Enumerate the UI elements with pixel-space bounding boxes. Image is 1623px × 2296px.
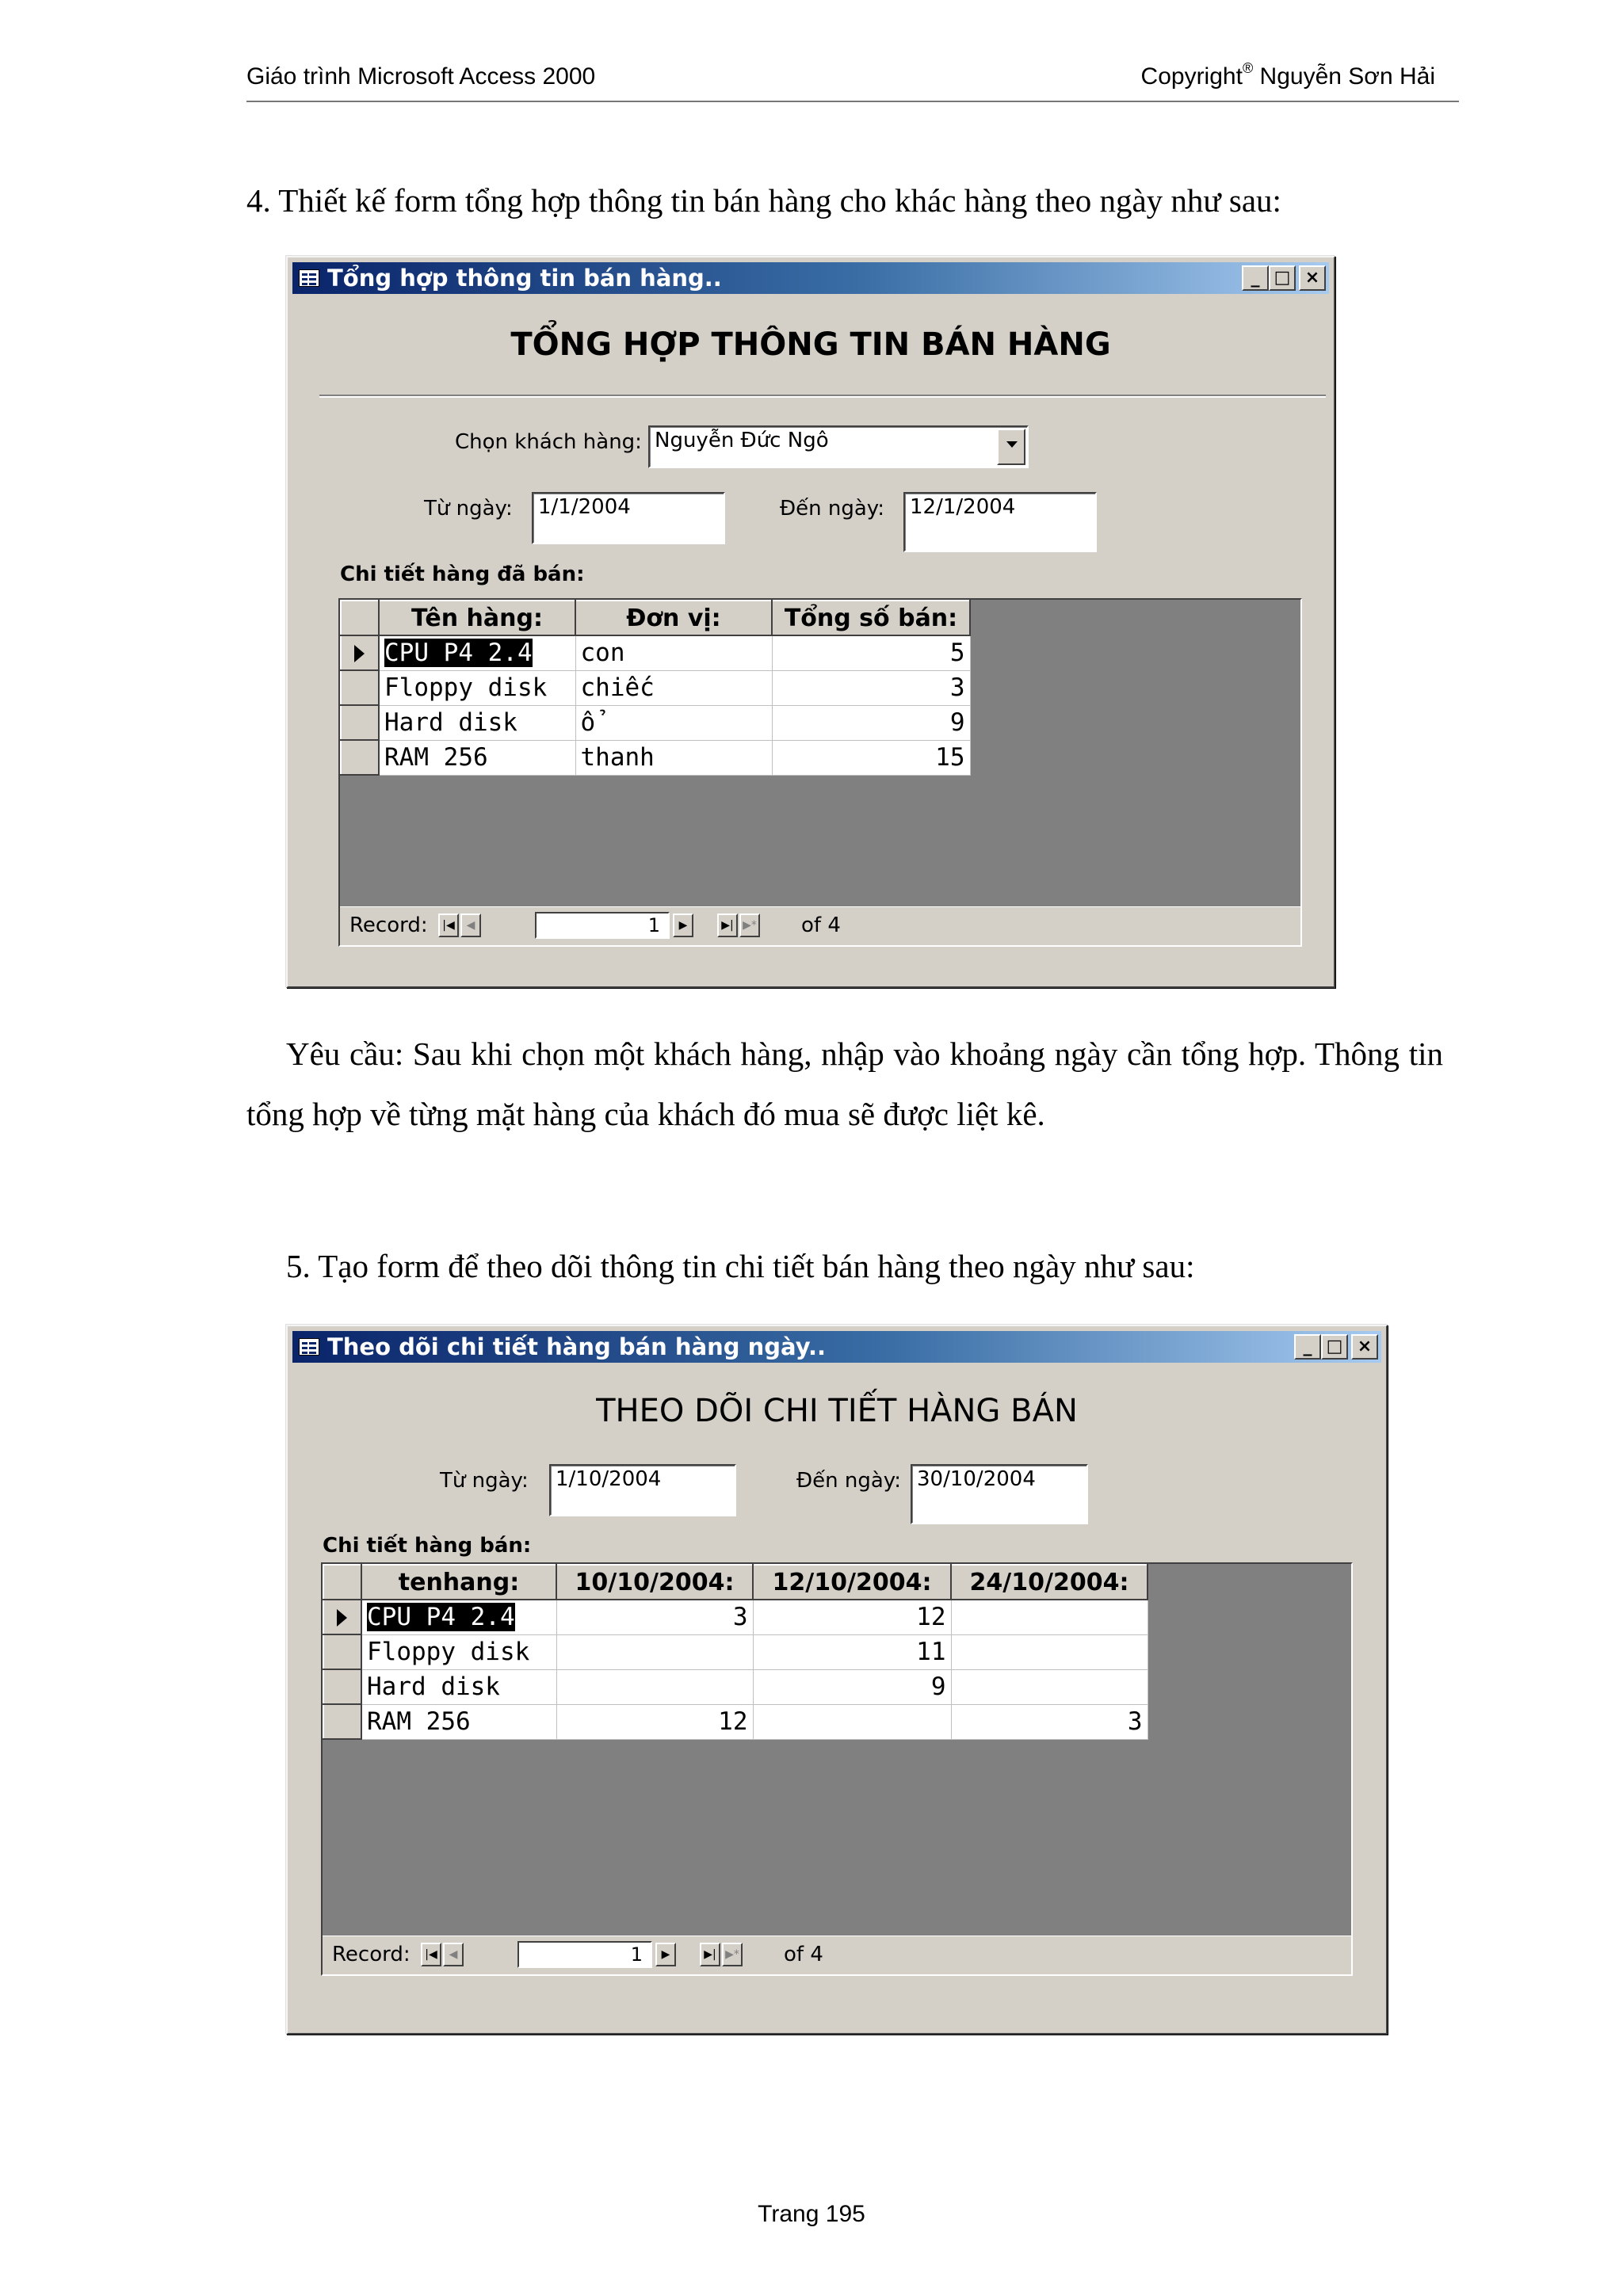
cell-qty[interactable]: 11 (753, 1634, 951, 1669)
registered-mark: ® (1242, 60, 1254, 76)
to-date-input[interactable]: 12/1/2004 (903, 492, 1097, 552)
exercise-4-heading: 4. Thiết kế form tổng hợp thông tin bán hàng cho khác hàng theo ngày như sau: (246, 182, 1281, 219)
close-button[interactable]: × (1351, 1334, 1378, 1360)
record-count: of 4 (784, 1943, 823, 1966)
customer-value: Nguyễn Đức Ngô (655, 429, 829, 452)
author-name: Nguyễn Sơn Hải (1253, 63, 1435, 90)
cell-qty[interactable]: 3 (951, 1704, 1148, 1739)
from-date-input[interactable]: 1/1/2004 (532, 492, 725, 544)
previous-record-button[interactable]: ◀ (443, 1943, 464, 1966)
cell-total[interactable]: 9 (772, 705, 970, 740)
record-selector[interactable] (323, 1704, 361, 1739)
form1-titlebar[interactable] (292, 262, 1329, 294)
form-icon (299, 1338, 319, 1356)
column-header-date-3[interactable]: 24/10/2004: (951, 1565, 1148, 1600)
new-record-button[interactable]: ▶* (722, 1943, 743, 1966)
cell-item-name[interactable]: RAM 256 (361, 1704, 556, 1739)
form-icon (299, 269, 319, 287)
subform2-label: Chi tiết hàng bán: (323, 1534, 532, 1558)
cell-qty[interactable]: 3 (556, 1600, 753, 1634)
last-record-button[interactable]: ▶| (700, 1943, 720, 1966)
current-record-arrow-icon (337, 1609, 347, 1627)
table-row[interactable] (323, 1634, 1148, 1669)
record-selector[interactable] (323, 1600, 361, 1634)
cell-qty[interactable] (951, 1634, 1148, 1669)
cell-unit[interactable]: con (575, 635, 772, 670)
form1-divider (319, 395, 1326, 398)
next-record-button[interactable]: ▶ (673, 913, 693, 937)
column-header-unit[interactable]: Đơn vị: (575, 601, 772, 635)
cell-unit[interactable]: ổ (575, 705, 772, 740)
requirement-paragraph: Yêu cầu: Sau khi chọn một khách hàng, nhập vào khoảng ngày cần tổng hợp. Thông tin tổng hợp về từng mặt hàng của khách đó mua sẽ được liệt kê. (246, 1035, 1443, 1132)
record-label: Record: (332, 1943, 411, 1966)
record-number-input[interactable]: 1 (517, 1941, 652, 1968)
copyright-text: Copyright (1140, 63, 1243, 90)
cell-qty[interactable]: 12 (753, 1600, 951, 1634)
table-row[interactable] (341, 635, 970, 670)
cell-qty[interactable]: 12 (556, 1704, 753, 1739)
record-selector[interactable] (341, 635, 379, 670)
cell-total[interactable]: 3 (772, 670, 970, 705)
cell-qty[interactable] (753, 1704, 951, 1739)
form2-titlebar[interactable] (292, 1331, 1381, 1363)
to-date-label: Đến ngày: (796, 1469, 902, 1493)
cell-unit[interactable]: chiếc (575, 670, 772, 705)
record-navigation-bar (340, 906, 1300, 945)
record-number-input[interactable]: 1 (535, 912, 670, 939)
cell-item-name[interactable]: Floppy disk (361, 1634, 556, 1669)
cell-total[interactable]: 15 (772, 740, 970, 775)
column-header-total[interactable]: Tổng số bán: (772, 601, 970, 635)
header-rule (246, 101, 1459, 102)
cell-item-name[interactable]: Floppy disk (379, 670, 575, 705)
close-button[interactable]: × (1299, 265, 1326, 291)
to-date-input[interactable]: 30/10/2004 (911, 1464, 1088, 1524)
column-header-item-name[interactable]: Tên hàng: (379, 601, 575, 635)
current-record-arrow-icon (354, 645, 365, 662)
first-record-button[interactable]: |◀ (421, 1943, 441, 1966)
cell-item-name[interactable]: Hard disk (361, 1669, 556, 1704)
record-selector[interactable] (323, 1634, 361, 1669)
column-header-date-1[interactable]: 10/10/2004: (556, 1565, 753, 1600)
from-date-input[interactable]: 1/10/2004 (549, 1464, 736, 1516)
to-date-label: Đến ngày: (780, 497, 885, 521)
next-record-button[interactable]: ▶ (655, 1943, 676, 1966)
record-navigation-bar (323, 1936, 1351, 1974)
from-date-label: Từ ngày: (424, 497, 513, 521)
exercise-5-heading: 5. Tạo form để theo dõi thông tin chi tiết bán hàng theo ngày như sau: (286, 1248, 1195, 1284)
record-selector[interactable] (341, 740, 379, 775)
cell-item-name[interactable]: RAM 256 (379, 740, 575, 775)
maximize-button[interactable]: □ (1321, 1334, 1348, 1360)
previous-record-button[interactable]: ◀ (460, 913, 481, 937)
cell-item-name[interactable]: CPU P4 2.4 (379, 635, 575, 670)
from-date-label: Từ ngày: (440, 1469, 529, 1493)
table-row[interactable] (323, 1669, 1148, 1704)
form2-title: THEO DÕI CHI TIẾT HÀNG BÁN (596, 1393, 1078, 1429)
record-selector[interactable] (341, 670, 379, 705)
column-header-tenhang[interactable]: tenhang: (361, 1565, 556, 1600)
cell-unit[interactable]: thanh (575, 740, 772, 775)
cell-qty[interactable] (951, 1669, 1148, 1704)
cell-qty[interactable] (556, 1634, 753, 1669)
record-selector-header (323, 1565, 361, 1600)
form1-window-title: Tổng hợp thông tin bán hàng.. (327, 265, 722, 292)
form1-title: TỔNG HỢP THÔNG TIN BÁN HÀNG (510, 326, 1111, 363)
page-number: Trang 195 (758, 2201, 865, 2227)
subform1-label: Chi tiết hàng đã bán: (340, 563, 585, 586)
table-row[interactable] (323, 1704, 1148, 1739)
table-row[interactable] (323, 1600, 1148, 1634)
record-selector[interactable] (341, 705, 379, 740)
new-record-button[interactable]: ▶* (739, 913, 760, 937)
cell-qty[interactable] (556, 1669, 753, 1704)
cell-total[interactable]: 5 (772, 635, 970, 670)
cell-item-name[interactable]: CPU P4 2.4 (361, 1600, 556, 1634)
last-record-button[interactable]: ▶| (717, 913, 738, 937)
customer-combobox[interactable] (648, 425, 1029, 468)
subform1-datasheet (340, 600, 971, 776)
page-header-right (1140, 60, 1435, 90)
subform2-datasheet (323, 1564, 1148, 1740)
table-row[interactable] (341, 670, 970, 705)
chevron-down-icon[interactable] (997, 429, 1025, 465)
minimize-button[interactable]: _ (1294, 1334, 1321, 1360)
form2-window (286, 1325, 1388, 2035)
subform2 (321, 1562, 1353, 1976)
customer-label: Chọn khách hàng: (455, 430, 642, 454)
cell-qty[interactable]: 9 (753, 1669, 951, 1704)
record-label: Record: (349, 913, 428, 937)
table-row[interactable] (341, 740, 970, 775)
column-header-date-2[interactable]: 12/10/2004: (753, 1565, 951, 1600)
page-header-left: Giáo trình Microsoft Access 2000 (246, 63, 596, 90)
cell-item-name[interactable]: Hard disk (379, 705, 575, 740)
form2-window-title: Theo dõi chi tiết hàng bán hàng ngày.. (327, 1333, 826, 1360)
record-selector[interactable] (323, 1669, 361, 1704)
minimize-button[interactable]: _ (1242, 265, 1269, 291)
form1-window (286, 256, 1335, 988)
table-row[interactable] (341, 705, 970, 740)
first-record-button[interactable]: |◀ (438, 913, 459, 937)
record-selector-header (341, 601, 379, 635)
subform1 (338, 598, 1302, 947)
maximize-button[interactable]: □ (1269, 265, 1296, 291)
record-count: of 4 (801, 913, 841, 937)
cell-qty[interactable] (951, 1600, 1148, 1634)
